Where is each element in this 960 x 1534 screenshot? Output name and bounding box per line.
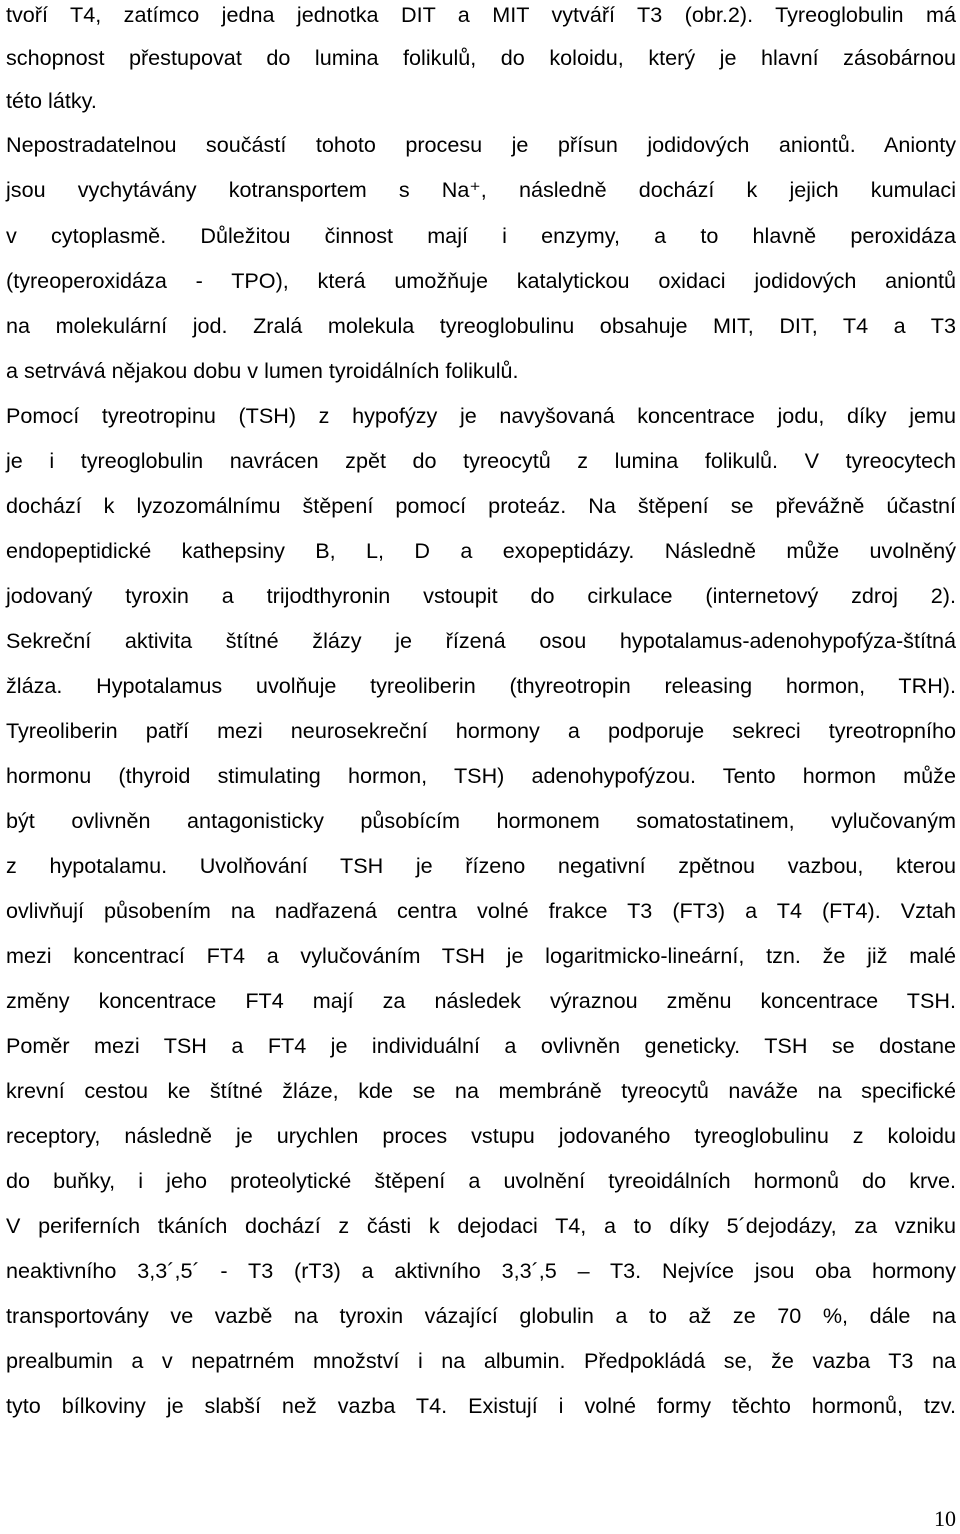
text-line: receptory, následně je urychlen proces vstupu jodovaného tyreoglobulinu z koloidu xyxy=(6,1123,956,1148)
text-line: a setrvává nějakou dobu v lumen tyroidálních folikulů. xyxy=(6,358,519,383)
text-line: do buňky, i jeho proteolytické štěpení a uvolnění tyreoidálních hormonů do krve. xyxy=(6,1168,956,1193)
text-line: na molekulární jod. Zralá molekula tyreoglobulinu obsahuje MIT, DIT, T4 a T3 xyxy=(6,313,956,338)
text-line: dochází k lyzozomálnímu štěpení pomocí proteáz. Na štěpení se převážně účastní xyxy=(6,493,956,518)
text-line: ovlivňují působením na nadřazená centra volné frakce T3 (FT3) a T4 (FT4). Vztah xyxy=(6,898,956,923)
text-line: z hypotalamu. Uvolňování TSH je řízeno negativní zpětnou vazbou, kterou xyxy=(6,853,956,878)
text-line: Pomocí tyreotropinu (TSH) z hypofýzy je navyšovaná koncentrace jodu, díky jemu xyxy=(6,403,956,428)
text-line: neaktivního 3,3´,5´ - T3 (rT3) a aktivního 3,3´,5 – T3. Nejvíce jsou oba hormony xyxy=(6,1258,956,1283)
text-line: Tyreoliberin patří mezi neurosekreční hormony a podporuje sekreci tyreotropního xyxy=(6,718,956,743)
text-line: tvoří T4, zatímco jedna jednotka DIT a MIT vytváří T3 (obr.2). Tyreoglobulin má xyxy=(6,2,956,27)
text-line: V periferních tkáních dochází z části k dejodaci T4, a to díky 5´dejodázy, za vzniku xyxy=(6,1213,956,1238)
text-line: Poměr mezi TSH a FT4 je individuální a ovlivněn geneticky. TSH se dostane xyxy=(6,1033,956,1058)
text-line: této látky. xyxy=(6,88,97,113)
text-line: v cytoplasmě. Důležitou činnost mají i enzymy, a to hlavně peroxidáza xyxy=(6,223,956,248)
text-line: (tyreoperoxidáza - TPO), která umožňuje katalytickou oxidaci jodidových aniontů xyxy=(6,268,956,293)
text-line: endopeptidické kathepsiny B, L, D a exopeptidázy. Následně může uvolněný xyxy=(6,538,956,563)
text-line: schopnost přestupovat do lumina folikulů, do koloidu, který je hlavní zásobárnou xyxy=(6,45,956,70)
text-line: jodovaný tyroxin a trijodthyronin vstoupit do cirkulace (internetový zdroj 2). xyxy=(6,583,956,608)
text-line: být ovlivněn antagonisticky působícím hormonem somatostatinem, vylučovaným xyxy=(6,808,956,833)
text-line: tyto bílkoviny je slabší než vazba T4. Existují i volné formy těchto hormonů, tzv. xyxy=(6,1393,956,1418)
text-line: je i tyreoglobulin navrácen zpět do tyreocytů z lumina folikulů. V tyreocytech xyxy=(6,448,956,473)
text-line: žláza. Hypotalamus uvolňuje tyreoliberin (thyreotropin releasing hormon, TRH). xyxy=(6,673,956,698)
text-line: Nepostradatelnou součástí tohoto procesu je přísun jodidových aniontů. Anionty xyxy=(6,132,956,157)
text-line: mezi koncentrací FT4 a vylučováním TSH je logaritmicko-lineární, tzn. že již malé xyxy=(6,943,956,968)
page-number: 10 xyxy=(934,1506,956,1531)
text-line: prealbumin a v nepatrném množství i na albumin. Předpokládá se, že vazba T3 na xyxy=(6,1348,956,1373)
text-line: jsou vychytávány kotransportem s Na⁺, následně dochází k jejich kumulaci xyxy=(6,177,956,202)
text-line: změny koncentrace FT4 mají za následek výraznou změnu koncentrace TSH. xyxy=(6,988,956,1013)
text-line: transportovány ve vazbě na tyroxin vázající globulin a to až ze 70 %, dále na xyxy=(6,1303,956,1328)
text-line: hormonu (thyroid stimulating hormon, TSH) adenohypofýzou. Tento hormon může xyxy=(6,763,956,788)
text-line: Sekreční aktivita štítné žlázy je řízená osou hypotalamus-adenohypofýza-štítná xyxy=(6,628,956,653)
text-line: krevní cestou ke štítné žláze, kde se na membráně tyreocytů naváže na specifické xyxy=(6,1078,956,1103)
